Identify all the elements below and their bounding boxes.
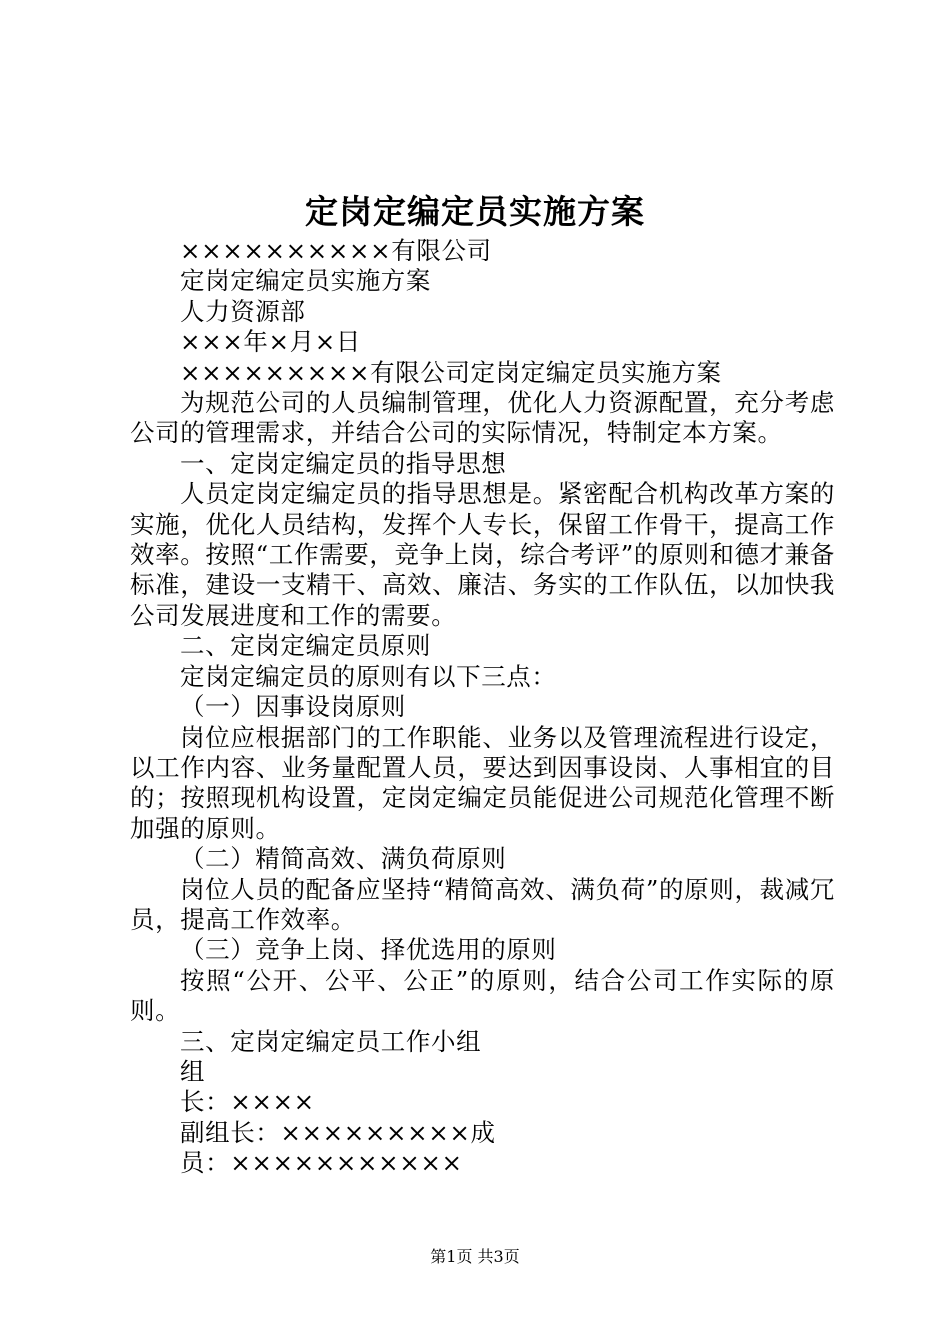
subtitle: 定岗定编定员实施方案 [180, 266, 431, 296]
subheading-2: （二）精简高效、满负荷原则 [180, 844, 507, 874]
members: 员：××××××××××× [180, 1148, 463, 1178]
intro-paragraph: 为规范公司的人员编制管理，优化人力资源配置，充分考虑公司的管理需求，并结合公司的实际情况，特制定本方案。 [130, 388, 835, 448]
section-heading-1: 一、定岗定编定员的指导思想 [180, 448, 507, 478]
document-body [130, 236, 835, 1179]
group-label: 组 [180, 1056, 206, 1086]
company-name: ××××××××××有限公司 [180, 236, 492, 265]
subheading-1: （一）因事设岗原则 [180, 692, 406, 722]
section-2-intro: 定岗定编定员的原则有以下三点： [180, 661, 557, 691]
subheading-2-paragraph: 岗位人员的配备应坚持“精简高效、满负荷”的原则，裁减冗员，提高工作效率。 [130, 874, 835, 934]
subheading-3-paragraph: 按照“公开、公平、公正”的原则，结合公司工作实际的原则。 [130, 965, 835, 1026]
department: 人力资源部 [180, 296, 306, 326]
subheading-1-paragraph: 岗位应根据部门的工作职能、业务以及管理流程进行设定，以工作内容、业务量配置人员，要达到因事设岗、人事相宜的目的；按照现机构设置，定岗定编定员能促进公司规范化管理不断加强的原则。 [130, 722, 835, 843]
date: ×××年×月×日 [180, 327, 361, 357]
section-1-paragraph: 人员定岗定编定员的指导思想是。紧密配合机构改革方案的实施，优化人员结构，发挥个人专长，保留工作骨干，提高工作效率。按照“工作需要，竞争上岗，综合考评”的原则和德才兼备标准，建设一支精干、高效、廉洁、务实的工作队伍，以加快我公司发展进度和工作的需要。 [130, 479, 835, 630]
group-leader: 长：×××× [180, 1087, 315, 1117]
section-heading-2: 二、定岗定编定员原则 [180, 631, 431, 661]
page-footer: 第1页 共3页 [430, 1247, 520, 1266]
section-heading-3: 三、定岗定编定员工作小组 [180, 1026, 482, 1056]
subheading-3: （三）竞争上岗、择优选用的原则 [180, 935, 557, 965]
full-title: ×××××××××有限公司定岗定编定员实施方案 [180, 357, 722, 387]
document-title: 定岗定编定员实施方案 [305, 192, 645, 231]
deputy-leader: 副组长：×××××××××成 [180, 1117, 496, 1147]
